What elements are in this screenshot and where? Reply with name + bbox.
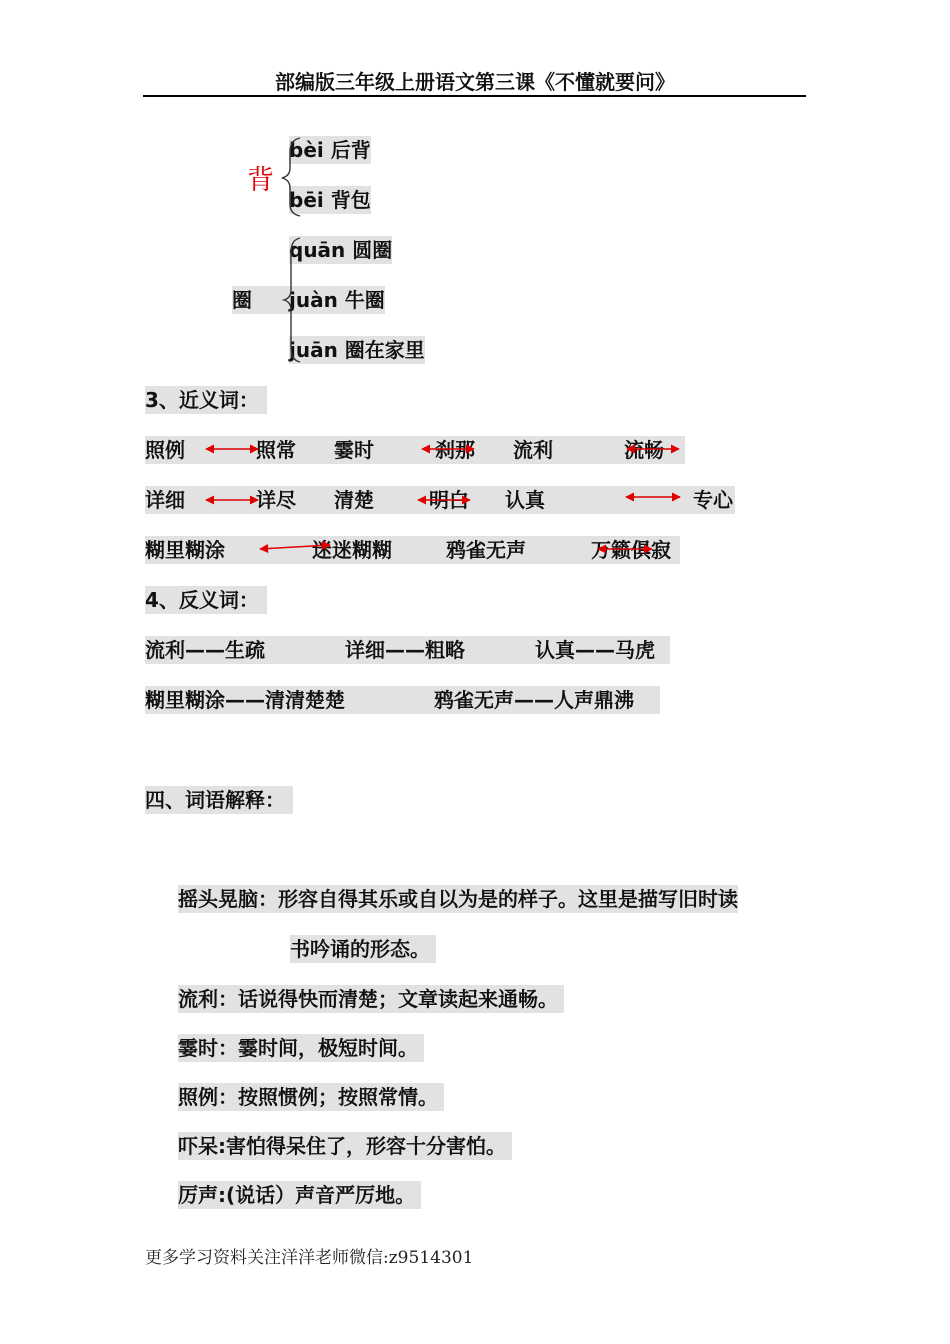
explanation-term: 霎时： bbox=[178, 1036, 238, 1060]
antonym-pair: 鸦雀无声——人声鼎沸 bbox=[434, 688, 634, 712]
explanation-text: 按照惯例；按照常情。 bbox=[238, 1085, 438, 1109]
pinyin: juān bbox=[289, 338, 338, 362]
synonym-word: 霎时 bbox=[334, 438, 374, 462]
antonym-pair: 流利——生疏 bbox=[145, 638, 265, 662]
explanation-term: 摇头晃脑： bbox=[178, 887, 278, 911]
explanation-continuation: 书吟诵的形态。 bbox=[290, 935, 436, 963]
synonym-word: 清楚 bbox=[334, 488, 374, 512]
synonym-word: 流利 bbox=[513, 438, 553, 462]
synonym-word: 鸦雀无声 bbox=[446, 538, 526, 562]
page-title: 部编版三年级上册语文第三课《不懂就要问》 bbox=[275, 70, 675, 94]
synonym-word: 详细 bbox=[145, 488, 185, 512]
explanation-term: 流利： bbox=[178, 987, 238, 1011]
synonym-word: 迷迷糊糊 bbox=[312, 538, 392, 562]
synonym-word: 照常 bbox=[256, 438, 296, 462]
synonym-word: 糊里糊涂 bbox=[145, 538, 225, 562]
brace-icon bbox=[284, 238, 300, 362]
pinyin: quān bbox=[289, 238, 346, 262]
explanation-text: 害怕得呆住了，形容十分害怕。 bbox=[226, 1134, 506, 1158]
footer-note: 更多学习资料关注洋洋老师微信:z9514301 bbox=[145, 1248, 474, 1268]
pinyin: juàn bbox=[289, 288, 338, 312]
antonym-pair: 糊里糊涂——清清楚楚 bbox=[145, 688, 345, 712]
explanation-term: 照例： bbox=[178, 1085, 238, 1109]
reading-word: 后背 bbox=[330, 138, 371, 162]
synonym-word: 详尽 bbox=[256, 488, 296, 512]
synonym-word: 万籁俱寂 bbox=[591, 538, 671, 562]
synonyms-heading: 3、近义词： bbox=[145, 386, 267, 414]
explanation-text: (说话）声音严厉地。 bbox=[226, 1183, 416, 1207]
polyphone-char: 背 bbox=[247, 165, 274, 196]
explanation-text: 霎时间，极短时间。 bbox=[238, 1036, 418, 1060]
pinyin: bèi bbox=[289, 138, 324, 162]
synonym-word: 照例 bbox=[145, 438, 185, 462]
reading-word: 背包 bbox=[330, 188, 371, 212]
explanations-heading: 四、词语解释： bbox=[145, 786, 293, 814]
polyphone-char: 圈 bbox=[232, 286, 304, 314]
synonym-word: 认真 bbox=[505, 488, 545, 512]
explanation-text: 形容自得其乐或自以为是的样子。这里是描写旧时读 bbox=[278, 887, 738, 911]
reading-word: 牛圈 bbox=[344, 288, 385, 312]
explanation-term: 吓呆: bbox=[178, 1134, 226, 1158]
synonym-word: 刹那 bbox=[435, 438, 475, 462]
synonym-word: 专心 bbox=[693, 488, 733, 512]
reading-word: 圈在家里 bbox=[344, 338, 425, 362]
antonyms-heading: 4、反义词： bbox=[145, 586, 267, 614]
synonym-word: 明白 bbox=[429, 488, 469, 512]
reading-word: 圆圈 bbox=[352, 238, 393, 262]
antonym-pair: 详细——粗略 bbox=[345, 638, 465, 662]
synonym-word: 流畅 bbox=[624, 438, 664, 462]
brace-icon bbox=[282, 138, 300, 216]
antonym-pair: 认真——马虎 bbox=[535, 638, 655, 662]
double-arrow-icon bbox=[260, 545, 330, 549]
explanation-text: 话说得快而清楚；文章读起来通畅。 bbox=[238, 987, 558, 1011]
explanation-term: 厉声: bbox=[178, 1183, 226, 1207]
pinyin: bēi bbox=[289, 188, 324, 212]
